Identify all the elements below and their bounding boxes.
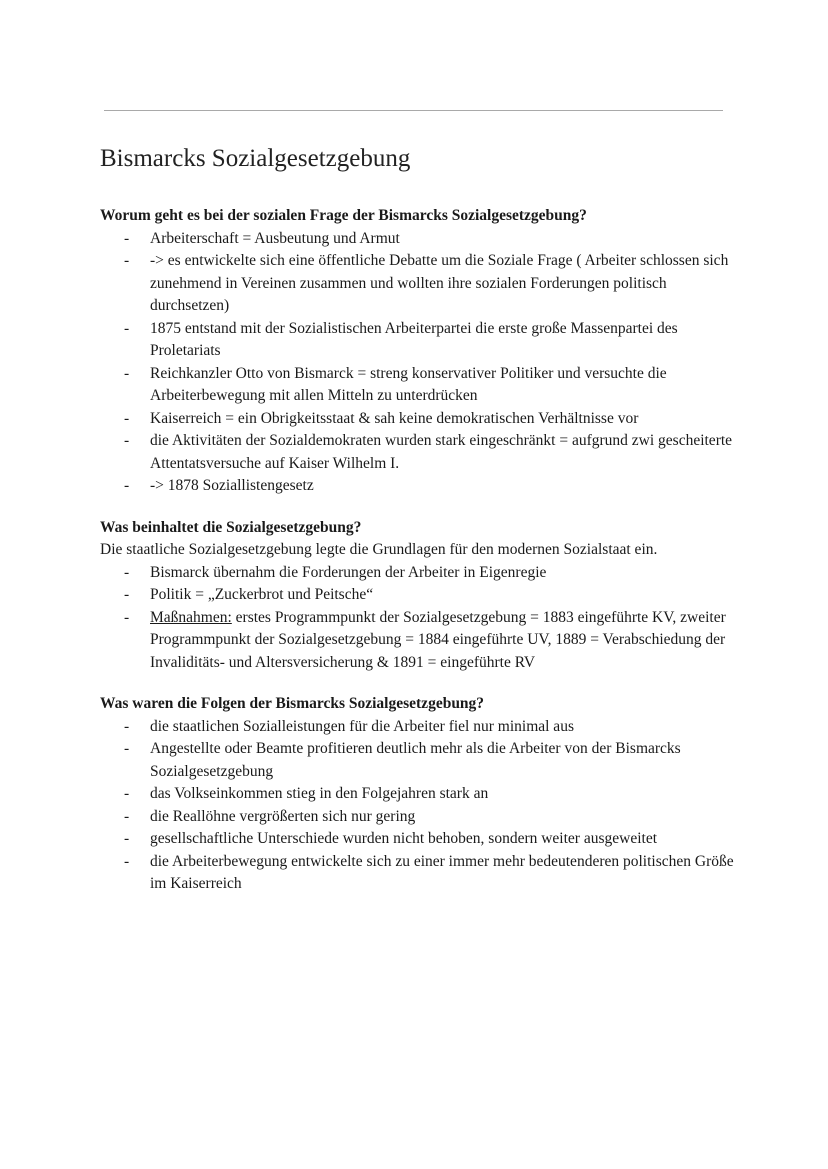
list-item bbox=[100, 363, 740, 408]
list-item bbox=[100, 408, 740, 431]
bullet-dash: - bbox=[124, 608, 130, 626]
bullet-dash: - bbox=[124, 364, 130, 382]
horizontal-rule bbox=[104, 110, 723, 111]
list-item-text: Angestellte oder Beamte profitieren deutlich mehr als die Arbeiter von der Bismarcks Sozialgesetzgebung bbox=[150, 740, 681, 780]
bullet-dash: - bbox=[124, 432, 130, 449]
list-item bbox=[100, 783, 740, 806]
section-consequences bbox=[100, 693, 740, 896]
bullet-dash: - bbox=[124, 830, 130, 847]
list-item-text: Reichkanzler Otto von Bismarck = streng konservativer Politiker und versuchte die Arbeiterbewegung mit allen Mitteln zu unterdrücken bbox=[150, 364, 667, 404]
section-heading: Worum geht es bei der sozialen Frage der Bismarcks Sozialgesetzgebung? bbox=[100, 207, 587, 224]
bullet-dash: - bbox=[124, 229, 130, 247]
list-item bbox=[100, 228, 740, 251]
bullet-list bbox=[100, 716, 740, 896]
list-item bbox=[100, 562, 740, 585]
list-item-text: die Reallöhne vergrößerten sich nur gering bbox=[150, 807, 416, 825]
list-item-text: das Volkseinkommen stieg in den Folgejahren stark an bbox=[150, 785, 489, 802]
list-item-text: die Arbeiterbewegung entwickelte sich zu einer immer mehr bedeutenderen politischen Größe im Kaiserreich bbox=[150, 852, 734, 892]
list-item-text: Politik = „Zuckerbrot und Peitsche“ bbox=[150, 586, 374, 603]
bullet-dash: - bbox=[124, 807, 130, 825]
section-social-question bbox=[100, 205, 740, 498]
document-title: Bismarcks Sozialgesetzgebung bbox=[100, 145, 411, 172]
measures-label: Maßnahmen: bbox=[150, 608, 232, 626]
section-heading: Was waren die Folgen der Bismarcks Sozialgesetzgebung? bbox=[100, 695, 485, 712]
section-legislation-content bbox=[100, 517, 740, 675]
list-item bbox=[100, 475, 740, 498]
list-item bbox=[100, 828, 740, 851]
list-item bbox=[100, 607, 740, 675]
list-item-text: die staatlichen Sozialleistungen für die Arbeiter fiel nur minimal aus bbox=[150, 717, 574, 735]
list-item-text: -> es entwickelte sich eine öffentliche Debatte um die Soziale Frage ( Arbeiter schlossen sich zunehmend in Vereinen zusammen und wollten ihre sozialen Forderungen politisch durchsetzen) bbox=[150, 252, 729, 314]
section-intro: Die staatliche Sozialgesetzgebung legte die Grundlagen für den modernen Sozialstaat ein. bbox=[100, 541, 658, 558]
bullet-dash: - bbox=[124, 477, 130, 494]
section-heading: Was beinhaltet die Sozialgesetzgebung? bbox=[100, 518, 362, 536]
bullet-dash: - bbox=[124, 252, 130, 269]
bullet-dash: - bbox=[124, 785, 130, 802]
bullet-dash: - bbox=[124, 563, 130, 581]
list-item-text: die Aktivitäten der Sozialdemokraten wurden stark eingeschränkt = aufgrund zwi gescheiterte Attentatsversuche auf Kaiser Wilhelm I. bbox=[150, 432, 733, 472]
bullet-dash: - bbox=[124, 740, 130, 757]
list-item bbox=[100, 318, 740, 363]
list-item bbox=[100, 851, 740, 896]
bullet-list bbox=[100, 562, 740, 675]
list-item-text: gesellschaftliche Unterschiede wurden nicht behoben, sondern weiter ausgeweitet bbox=[150, 830, 658, 847]
list-item bbox=[100, 584, 740, 607]
list-item bbox=[100, 716, 740, 739]
list-item-text: 1875 entstand mit der Sozialistischen Arbeiterpartei die erste große Massenpartei des Proletariats bbox=[150, 319, 678, 359]
measures-text: erstes Programmpunkt der Sozialgesetzgebung = 1883 eingeführte KV, zweiter Programmpunkt der Sozialgesetzgebung = 1884 eingeführte UV, 1889 = Verabschiedung der Invaliditäts- und Altersversicherung & 1891 = eingeführte RV bbox=[150, 608, 726, 671]
bullet-dash: - bbox=[124, 586, 130, 603]
list-item-text: -> 1878 Soziallistengesetz bbox=[150, 477, 314, 494]
bullet-dash: - bbox=[124, 319, 130, 337]
list-item-text: Arbeiterschaft = Ausbeutung und Armut bbox=[150, 229, 400, 247]
list-item-text: Kaiserreich = ein Obrigkeitsstaat & sah keine demokratischen Verhältnisse vor bbox=[150, 409, 639, 427]
document-body bbox=[100, 205, 740, 915]
bullet-dash: - bbox=[124, 852, 130, 870]
list-item bbox=[100, 430, 740, 475]
bullet-dash: - bbox=[124, 409, 130, 427]
list-item bbox=[100, 250, 740, 318]
list-item bbox=[100, 806, 740, 829]
list-item-text: Bismarck übernahm die Forderungen der Arbeiter in Eigenregie bbox=[150, 563, 547, 581]
list-item bbox=[100, 738, 740, 783]
bullet-dash: - bbox=[124, 717, 130, 735]
bullet-list bbox=[100, 228, 740, 498]
